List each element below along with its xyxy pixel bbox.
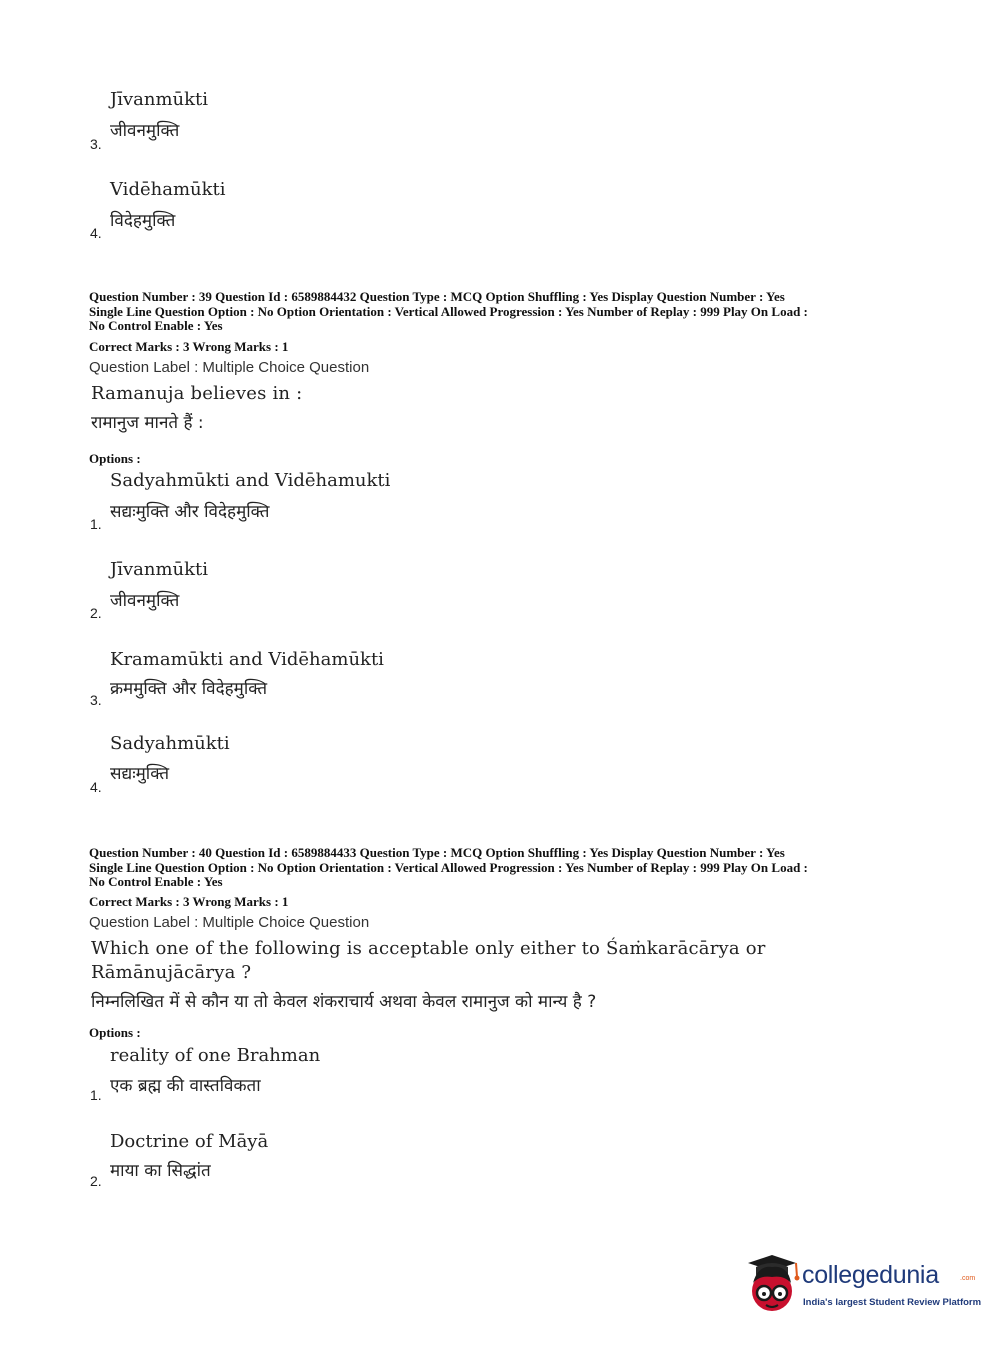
- question-39-text-hindi: रामानुज मानते हैं :: [91, 413, 204, 433]
- mascot-icon: [744, 1253, 800, 1315]
- option-4-number: 4.: [90, 225, 102, 241]
- collegedunia-logo: [744, 1253, 982, 1319]
- q40-option-2-hindi: माया का सिद्धांत: [110, 1161, 211, 1181]
- q39-option-1-english: Sadyahmūkti and Vidēhamukti: [110, 470, 391, 491]
- q39-option-3-english: Kramamūkti and Vidēhamūkti: [110, 649, 384, 670]
- option-4-english: Vidēhamūkti: [110, 179, 226, 200]
- question-40-label: Question Label : Multiple Choice Question: [89, 914, 370, 931]
- meta-line: Single Line Question Option : No Option Orientation : Vertical Allowed Progression : Yes Number of Replay : 999 Play On Load :: [89, 303, 808, 319]
- question-39-metadata: [89, 290, 919, 334]
- logo-wordmark: collegedunia: [802, 1261, 939, 1289]
- question-40-text-english-line-2: Rāmānujācārya ?: [91, 962, 252, 983]
- question-40-text-english-line-1: Which one of the following is acceptable only either to Śaṁkarācārya or: [91, 938, 766, 959]
- q39-option-4-english: Sadyahmūkti: [110, 733, 230, 754]
- question-39-marks: Correct Marks : 3 Wrong Marks : 1: [89, 339, 289, 354]
- question-40-options-heading: Options :: [89, 1025, 141, 1040]
- question-40-text-hindi: निम्नलिखित में से कौन या तो केवल शंकराचार्य अथवा केवल रामानुज को मान्य है ?: [91, 992, 597, 1012]
- meta-line: Question Number : 40 Question Id : 6589884433 Question Type : MCQ Option Shuffling : Yes Display Question Number : Yes: [89, 845, 785, 860]
- q40-option-1-hindi: एक ब्रह्म की वास्तविकता: [110, 1076, 261, 1096]
- q40-option-2-english: Doctrine of Māyā: [110, 1131, 269, 1152]
- logo-tagline: India's largest Student Review Platform: [803, 1297, 982, 1308]
- meta-line: No Control Enable : Yes: [89, 318, 223, 333]
- q39-option-3-hindi: क्रममुक्ति और विदेहमुक्ति: [110, 679, 268, 699]
- option-3-english: Jīvanmūkti: [110, 89, 209, 110]
- q40-option-1-english: reality of one Brahman: [110, 1045, 321, 1066]
- q39-option-1-number: 1.: [90, 516, 102, 532]
- option-3-number: 3.: [90, 136, 102, 152]
- question-39-options-heading: Options :: [89, 451, 141, 466]
- q39-option-2-english: Jīvanmūkti: [110, 559, 209, 580]
- q40-option-2-number: 2.: [90, 1173, 102, 1189]
- logo-dotcom: .com: [960, 1275, 976, 1282]
- q39-option-2-hindi: जीवनमुक्ति: [110, 591, 180, 611]
- meta-line: Question Number : 39 Question Id : 6589884432 Question Type : MCQ Option Shuffling : Yes Display Question Number : Yes: [89, 289, 785, 304]
- q40-option-1-number: 1.: [90, 1087, 102, 1103]
- question-39-label: Question Label : Multiple Choice Question: [89, 359, 370, 376]
- option-3-hindi: जीवनमुक्ति: [110, 121, 180, 141]
- q39-option-4-hindi: सद्यःमुक्ति: [110, 764, 170, 784]
- option-4-hindi: विदेहमुक्ति: [110, 211, 176, 231]
- question-39-text-english: Ramanuja believes in :: [91, 383, 303, 404]
- q39-option-2-number: 2.: [90, 605, 102, 621]
- meta-line: No Control Enable : Yes: [89, 874, 223, 889]
- question-40-metadata: [89, 846, 919, 890]
- meta-line: Single Line Question Option : No Option Orientation : Vertical Allowed Progression : Yes Number of Replay : 999 Play On Load :: [89, 859, 808, 875]
- q39-option-1-hindi: सद्यःमुक्ति और विदेहमुक्ति: [110, 502, 270, 522]
- q39-option-3-number: 3.: [90, 692, 102, 708]
- question-40-marks: Correct Marks : 3 Wrong Marks : 1: [89, 894, 289, 909]
- q39-option-4-number: 4.: [90, 779, 102, 795]
